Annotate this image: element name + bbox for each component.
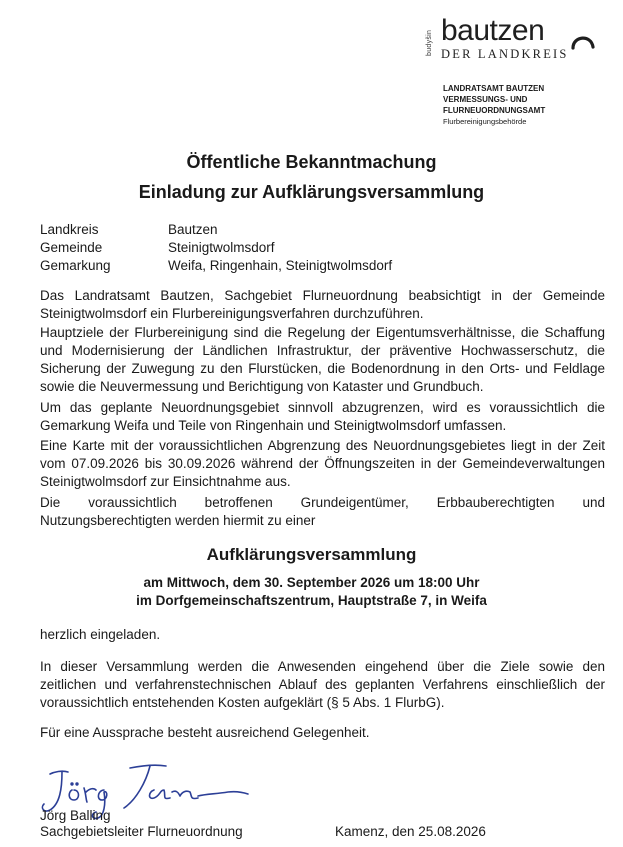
paragraph-intent: Das Landratsamt Bautzen, Sachgebiet Flurneuordnung beabsichtigt in der Gemeinde Steinigtwolmsdorf ein Flurbereinigungsverfahren durchzuführen. bbox=[40, 288, 605, 321]
meta-value: Weifa, Ringenhain, Steinigtwolmsdorf bbox=[168, 258, 393, 273]
authority-line: VERMESSUNGS- UND bbox=[443, 95, 528, 104]
authority-block bbox=[443, 83, 545, 127]
meta-value: Bautzen bbox=[168, 222, 218, 237]
paragraph-map: Eine Karte mit der voraussichtlichen Abgrenzung des Neuordnungsgebietes liegt in der Zeit vom 07.09.2026 bis 30.09.2026 während der Öffnungszeiten in der Gemeindeverwaltungen Steinigtwolmsdorf zur Einsichtnahme aus. bbox=[40, 438, 605, 489]
paragraph-goals: Hauptziele der Flurbereinigung sind die Regelung der Eigentumsverhältnisse, die Schaffung und Modernisierung der Ländlichen Infrastruktur, der präventive Hochwasserschutz, die Sicherung der Zuwegung zu den Flurstücken, die Bodenordnung in den Orts- und Feldlage sowie die Neuvermessung und Berichtigung von Kataster und Grundbuch. bbox=[40, 325, 605, 394]
logo-main-text: bautzen bbox=[441, 14, 545, 47]
paragraph-discussion: Für eine Aussprache besteht ausreichend Gelegenheit. bbox=[40, 725, 370, 740]
document-subtitle: Einladung zur Aufklärungsversammlung bbox=[138, 182, 485, 202]
meta-key: Gemarkung bbox=[40, 258, 111, 273]
logo-sorbian-text: budyšin bbox=[426, 29, 433, 56]
document-title: Öffentliche Bekanntmachung bbox=[186, 152, 437, 172]
assembly-date: am Mittwoch, dem 30. September 2026 um 18:00 Uhr bbox=[143, 575, 480, 590]
assembly-title: Aufklärungsversammlung bbox=[206, 545, 417, 564]
meta-key: Gemeinde bbox=[40, 240, 103, 255]
authority-line: FLURNEUORDNUNGSAMT bbox=[443, 106, 546, 115]
paragraph-details: In dieser Versammlung werden die Anwesenden eingehend über die Ziele sowie den zeitlichen und verfahrenstechnischen Ablauf des geplanten Verfahrens einschließlich der voraussichtlich entstehenden Kosten aufgeklärt (§ 5 Abs. 1 FlurbG). bbox=[40, 659, 605, 710]
signatory-name: Jörg Balling bbox=[40, 808, 111, 823]
meta-table bbox=[40, 221, 392, 275]
logo-sub-text: DER LANDKREIS bbox=[441, 47, 569, 61]
place-and-date: Kamenz, den 25.08.2026 bbox=[335, 824, 486, 839]
paragraph-invited: herzlich eingeladen. bbox=[40, 627, 161, 642]
meta-row bbox=[40, 221, 392, 239]
landkreis-logo bbox=[424, 14, 599, 61]
paragraph-area: Um das geplante Neuordnungsgebiet sinnvoll abzugrenzen, wird es voraussichtlich die Gemarkung Weifa und Teile von Ringenhain und Steinigtwolmsdorf umfassen. bbox=[40, 400, 605, 433]
paragraph-invitation: Die voraussichtlich betroffenen Grundeigentümer, Erbbauberechtigten und Nutzungsberechtigten werden hiermit zu einer bbox=[40, 495, 605, 528]
authority-line: LANDRATSAMT BAUTZEN bbox=[443, 84, 545, 93]
meta-value: Steinigtwolmsdorf bbox=[168, 240, 275, 255]
signatory-role: Sachgebietsleiter Flurneuordnung bbox=[40, 824, 243, 839]
meta-key: Landkreis bbox=[40, 222, 99, 237]
assembly-location: im Dorfgemeinschaftszentrum, Hauptstraße 7, in Weifa bbox=[136, 593, 487, 608]
authority-line: Flurbereinigungsbehörde bbox=[443, 117, 527, 126]
meta-row bbox=[40, 257, 392, 275]
logo-arc-icon bbox=[570, 28, 596, 50]
meta-row bbox=[40, 239, 392, 257]
